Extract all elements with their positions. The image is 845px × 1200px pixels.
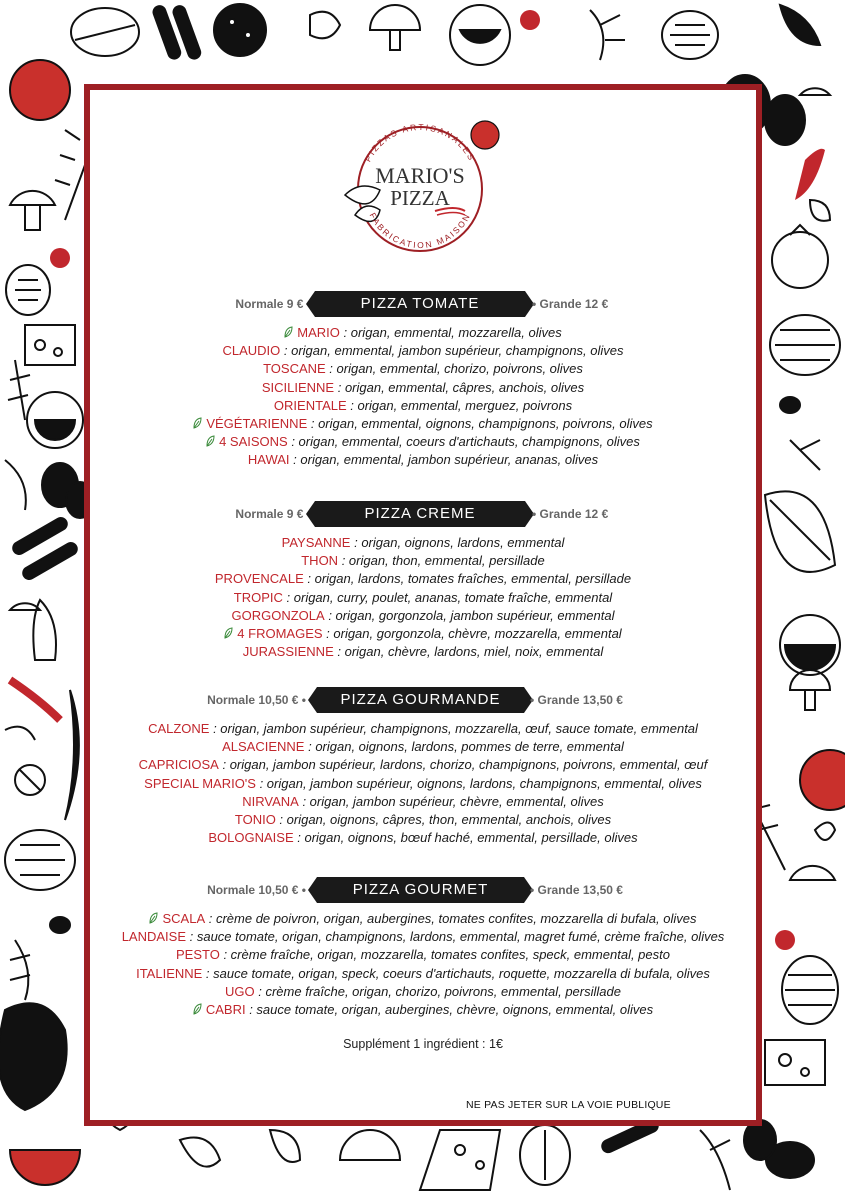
pizza-name: GORGONZOLA <box>231 607 325 623</box>
pizza-ingredients: : crème fraîche, origan, chorizo, poivrons, emmental, persillade <box>254 983 621 999</box>
pizza-ingredients: : origan, curry, poulet, ananas, tomate fraîche, emmental <box>282 589 613 605</box>
salami-icon <box>214 4 266 56</box>
pizza-ingredients: : origan, jambon supérieur, champignons, mozzarella, œuf, sauce tomate, emmental <box>209 721 698 736</box>
pizza-name: TOSCANE <box>263 361 326 377</box>
menu-item <box>90 415 756 433</box>
section-title: PIZZA GOURMET <box>317 877 524 903</box>
pizza-ingredients: : origan, oignons, lardons, pommes de terre, emmental <box>304 739 624 755</box>
pizza-name: ORIENTALE <box>273 397 347 413</box>
pizza-name: SPECIAL MARIO'S <box>144 775 256 791</box>
menu-item <box>90 775 756 793</box>
menu-item <box>90 829 756 847</box>
menu-item <box>90 589 756 607</box>
pizza-ingredients: : origan, jambon supérieur, chèvre, emmental, olives <box>298 793 604 809</box>
pizza-name: THON <box>301 553 339 569</box>
pizza-ingredients: : origan, oignons, lardons, emmental <box>350 535 565 550</box>
pizza-ingredients: : origan, emmental, jambon supérieur, champignons, olives <box>280 343 624 359</box>
menu-item <box>90 910 756 928</box>
section-pizza-gourmande <box>90 687 756 847</box>
pizza-ingredients: : origan, gorgonzola, jambon supérieur, emmental <box>324 607 615 623</box>
menu-item <box>90 1001 756 1019</box>
menu-item <box>90 534 756 552</box>
pizza-ingredients: : sauce tomate, origan, speck, coeurs d'artichauts, roquette, mozzarella di bufala, olives <box>202 965 710 981</box>
menu-item <box>90 946 756 964</box>
pizza-name: 4 SAISONS <box>219 434 288 450</box>
tomato-icon-logo <box>471 121 499 149</box>
price-normal: Normale 10,50 € • <box>207 693 306 707</box>
menu-item <box>90 811 756 829</box>
menu-items <box>90 720 756 847</box>
pizza-ingredients: : origan, chèvre, lardons, miel, noix, emmental <box>333 644 604 660</box>
pizza-name: VÉGÉTARIENNE <box>206 416 308 432</box>
pizza-ingredients: : origan, emmental, mozzarella, olives <box>339 325 562 340</box>
pizza-name: ITALIENNE <box>136 965 203 981</box>
tomato-icon-2 <box>772 232 828 288</box>
pizza-ingredients: : sauce tomate, origan, aubergines, chèvre, oignons, emmental, olives <box>245 1002 654 1018</box>
menu-item <box>90 451 756 469</box>
menu-item <box>90 643 756 661</box>
section-pizza-creme <box>90 501 756 661</box>
pizza-name: SICILIENNE <box>261 379 335 395</box>
menu-item <box>90 552 756 570</box>
pizza-name: CALZONE <box>148 721 210 736</box>
pizza-name: MARIO <box>297 325 340 340</box>
menu-item <box>90 720 756 738</box>
price-normal: Normale 10,50 € • <box>207 883 306 897</box>
menu-item <box>90 738 756 756</box>
pizza-ingredients: : origan, jambon supérieur, lardons, chorizo, champignons, poivrons, emmental, œuf <box>218 757 708 773</box>
pizza-name: CLAUDIO <box>222 343 281 359</box>
pizza-name: PAYSANNE <box>281 535 351 550</box>
pizza-ingredients: : origan, emmental, jambon supérieur, ananas, olives <box>289 452 599 468</box>
menu-item <box>90 756 756 774</box>
logo-line1: MARIO'S <box>375 163 465 188</box>
pizza-name: 4 FROMAGES <box>237 626 323 642</box>
menu-item <box>90 324 756 342</box>
price-grande: • Grande 12 € <box>532 507 609 521</box>
menu-item <box>90 433 756 451</box>
price-grande: • Grande 12 € <box>532 297 609 311</box>
pizza-ingredients: : origan, lardons, tomates fraîches, emmental, persillade <box>303 571 632 587</box>
menu-item <box>90 379 756 397</box>
pizza-name: ALSACIENNE <box>222 739 305 755</box>
cheese-icon <box>25 325 75 365</box>
menu-items <box>90 324 756 470</box>
section-title: PIZZA GOURMANDE <box>317 687 524 713</box>
price-normal: Normale 9 € • <box>235 507 311 521</box>
menu-item <box>90 625 756 643</box>
tomato-icon <box>10 60 70 120</box>
pizza-name: JURASSIENNE <box>242 644 334 660</box>
price-grande: • Grande 13,50 € <box>530 883 623 897</box>
pizza-ingredients: : origan, jambon supérieur, oignons, lardons, champignons, emmental, olives <box>255 775 702 791</box>
pizza-ingredients: : origan, emmental, câpres, anchois, olives <box>334 379 585 395</box>
menu-item <box>90 397 756 415</box>
pizza-name: UGO <box>225 983 255 999</box>
pizza-name: LANDAISE <box>121 929 186 945</box>
pizza-ingredients: : crème fraîche, origan, mozzarella, tomates confites, speck, emmental, pesto <box>219 947 670 963</box>
pizza-name: PESTO <box>176 947 220 963</box>
bell-pepper-icon <box>0 1003 67 1110</box>
pizza-ingredients: : origan, gorgonzola, chèvre, mozzarella, emmental <box>322 626 622 642</box>
footer-notice: NE PAS JETER SUR LA VOIE PUBLIQUE <box>466 1099 671 1111</box>
basil-leaf-icon-2 <box>765 491 835 572</box>
supplement-note: Supplément 1 ingrédient : 1€ <box>343 1037 503 1051</box>
menu-item <box>90 965 756 983</box>
pizza-ingredients: : origan, emmental, coeurs d'artichauts, champignons, olives <box>287 434 640 450</box>
menu-item <box>90 607 756 625</box>
pizza-ingredients: : origan, emmental, merguez, poivrons <box>346 397 573 413</box>
section-pizza-gourmet <box>90 877 756 1019</box>
menu-item <box>90 928 756 946</box>
cheese-wedge-icon <box>420 1130 500 1190</box>
pizza-ingredients: : crème de poivron, origan, aubergines, tomates confites, mozzarella di bufala, olives <box>205 911 697 926</box>
section-pizza-tomate <box>90 291 756 470</box>
pizza-name: CABRI <box>205 1002 246 1018</box>
vegetarian-leaf-icon <box>206 435 215 447</box>
vegetarian-leaf-icon <box>284 326 293 338</box>
pizza-name: NIRVANA <box>242 793 299 809</box>
menu-items <box>90 910 756 1019</box>
menu-item <box>90 342 756 360</box>
pizza-name: CAPRICIOSA <box>138 757 219 773</box>
svg-text:FABRICATION MAISON: FABRICATION MAISON <box>367 210 473 251</box>
section-title: PIZZA CREME <box>315 501 525 527</box>
logo-line2: PIZZA <box>390 186 450 210</box>
menu-items <box>90 534 756 661</box>
cheese-icon-2 <box>765 1040 825 1085</box>
price-normal: Normale 9 € • <box>235 297 311 311</box>
pizza-ingredients: : origan, oignons, câpres, thon, emmental, anchois, olives <box>275 812 612 828</box>
pizza-name: SCALA <box>162 911 206 926</box>
pizza-name: HAWAI <box>247 452 290 468</box>
svg-text:PIZZAS ARTISANALES: PIZZAS ARTISANALES <box>362 121 478 164</box>
vegetarian-leaf-icon <box>193 1003 202 1015</box>
vegetarian-leaf-icon <box>149 912 158 924</box>
menu-item <box>90 570 756 588</box>
section-title: PIZZA TOMATE <box>315 291 525 317</box>
price-grande: • Grande 13,50 € <box>530 693 623 707</box>
cherry-tomato-icon <box>520 10 540 30</box>
vegetarian-leaf-icon <box>224 627 233 639</box>
chili-pepper-icon <box>65 690 79 820</box>
pizza-ingredients: : origan, oignons, bœuf haché, emmental, persillade, olives <box>293 830 638 846</box>
pizza-name: BOLOGNAISE <box>208 830 294 846</box>
pizza-name: TROPIC <box>233 589 283 605</box>
pizza-ingredients: : origan, emmental, chorizo, poivrons, olives <box>325 361 583 377</box>
oil-bottle-icon <box>33 600 56 660</box>
pizza-name: TONIO <box>234 812 276 828</box>
marios-pizza-logo <box>335 115 505 255</box>
menu-item <box>90 983 756 1001</box>
menu-item <box>90 360 756 378</box>
vegetarian-leaf-icon <box>193 417 202 429</box>
pizza-name: PROVENCALE <box>214 571 304 587</box>
pizza-ingredients: : sauce tomate, origan, champignons, lardons, emmental, magret fumé, crème fraîche, olives <box>186 929 725 945</box>
pizza-ingredients: : origan, emmental, oignons, champignons, poivrons, olives <box>307 416 653 432</box>
pizza-ingredients: : origan, thon, emmental, persillade <box>338 553 545 569</box>
menu-item <box>90 793 756 811</box>
